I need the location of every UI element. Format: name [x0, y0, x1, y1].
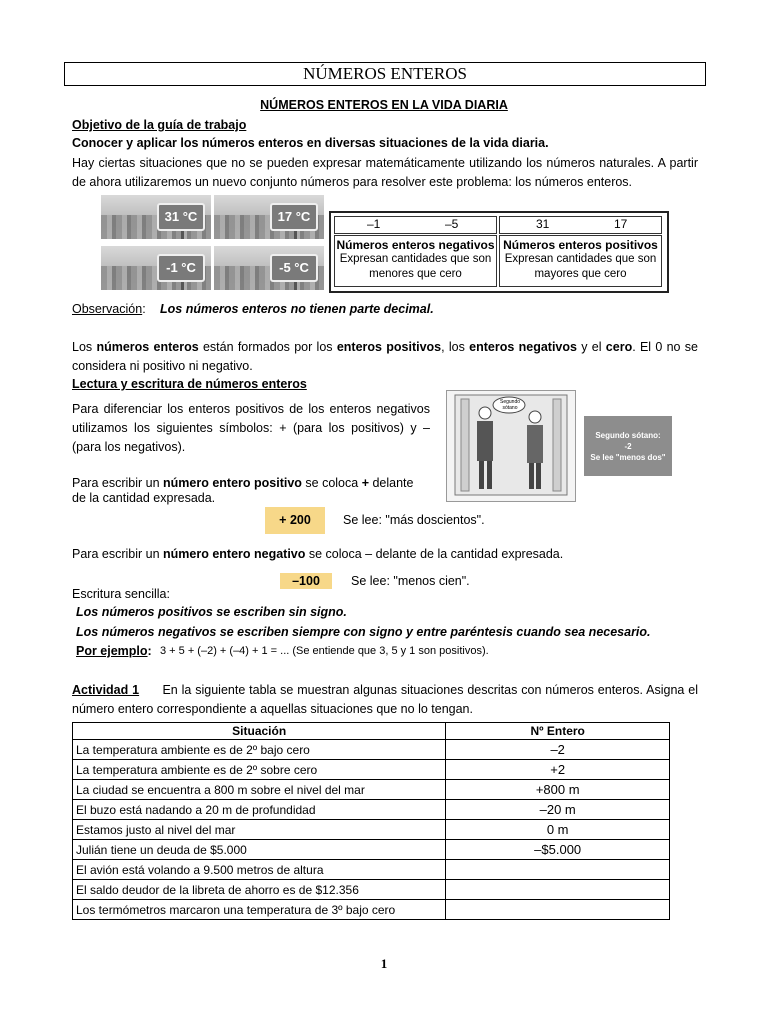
neg-value: –1 [367, 217, 381, 231]
elevator-cartoon-image [446, 390, 576, 502]
pos-title: Números enteros positivos [503, 238, 658, 252]
integer-cell[interactable] [446, 900, 670, 920]
temperature-sign: 17 °C [270, 203, 318, 231]
intro-paragraph: Hay ciertas situaciones que no se pueden expresar matemáticamente utilizando los números naturales. A partir de ahora utilizaremos un nuevo conjunto números para resolver este problema: los números enteros. [72, 156, 698, 189]
situation-cell: La temperatura ambiente es de 2º bajo cero [73, 740, 446, 760]
activity-paragraph [72, 681, 698, 719]
integer-cell[interactable]: –2 [446, 740, 670, 760]
text-run: y el [576, 340, 606, 354]
thermo-image-4 [214, 246, 324, 290]
bold-run: enteros negativos [469, 340, 577, 354]
temperature-sign: -1 °C [157, 254, 205, 282]
situation-cell: La ciudad se encuentra a 800 m sobre el nivel del mar [73, 780, 446, 800]
integer-cell[interactable] [446, 880, 670, 900]
negative-values-row [334, 216, 497, 234]
text-run: Los [72, 340, 97, 354]
table-row [73, 800, 670, 820]
table-row [73, 760, 670, 780]
text-run: se coloca [301, 476, 362, 490]
simple-writing-label: Escritura sencilla: [72, 587, 170, 601]
integer-cell[interactable]: –$5.000 [446, 840, 670, 860]
thermo-image-2 [214, 195, 324, 239]
bold-run: número entero positivo [163, 476, 302, 490]
pos-value: 17 [614, 217, 628, 231]
table-row [73, 740, 670, 760]
positive-example-reading: Se lee: "más doscientos". [343, 513, 485, 527]
rule-negative: Los números negativos se escriben siempre con signo y entre paréntesis cuando sea necesario. [76, 625, 651, 639]
text-run: Para escribir un [72, 547, 164, 561]
situation-cell: El buzo está nadando a 20 m de profundidad [73, 800, 446, 820]
thermo-image-1 [101, 195, 211, 239]
text-run: . El 0 no se considera ni positivo ni negativo. [72, 340, 698, 373]
table-row [73, 780, 670, 800]
positive-writing [72, 476, 422, 506]
text-run: Para escribir un [72, 476, 164, 490]
bold-run: enteros positivos [336, 340, 442, 354]
pos-desc: Expresan cantidades que son mayores que cero [504, 253, 657, 280]
bold-run: + [361, 476, 369, 490]
activity-text: En la siguiente tabla se muestran algunas situaciones descritas con números enteros. Asigna el número entero correspondiente a aquellas situaciones que no lo tengan. [72, 683, 699, 716]
text-run: están formados por los [198, 340, 337, 354]
table-row [73, 880, 670, 900]
symbols-paragraph: Para diferenciar los enteros positivos de los enteros negativos utilizamos los siguientes símbolos: + (para los positivos) y – (para los negativos). [72, 402, 430, 454]
situation-cell: Julián tiene un deuda de $5.000 [73, 840, 446, 860]
pos-value: 31 [536, 217, 550, 231]
situation-cell: Estamos justo al nivel del mar [73, 820, 446, 840]
column-header: Nº Entero [446, 723, 670, 740]
integer-cell[interactable]: 0 m [446, 820, 670, 840]
table-row [73, 840, 670, 860]
objective-text: Conocer y aplicar los números enteros en diversas situaciones de la vida diaria. [72, 136, 549, 150]
page-number: 1 [380, 956, 388, 971]
info-line: -2 [624, 442, 632, 451]
situations-table [72, 722, 670, 920]
bold-run: número entero negativo [163, 547, 306, 561]
neg-value: –5 [445, 217, 459, 231]
info-line: Se lee "menos dos" [590, 453, 666, 462]
integer-cell[interactable]: +800 m [446, 780, 670, 800]
integer-cell[interactable]: +2 [446, 760, 670, 780]
negative-example-reading: Se lee: "menos cien". [351, 574, 470, 588]
observation-label: Observación [72, 302, 143, 316]
neg-title: Números enteros negativos [336, 238, 495, 252]
temperature-sign: -5 °C [270, 254, 318, 282]
observation-line [72, 302, 146, 316]
integer-comparison-table [329, 211, 669, 293]
example-label: Por ejemplo [76, 644, 148, 658]
page-title: NÚMEROS ENTEROS [64, 62, 706, 86]
negative-description-cell [334, 235, 497, 287]
section-subtitle: NÚMEROS ENTEROS EN LA VIDA DIARIA [260, 98, 508, 112]
reading-heading: Lectura y escritura de números enteros [72, 377, 307, 391]
situation-cell: El avión está volando a 9.500 metros de altura [73, 860, 446, 880]
bold-run: cero [605, 340, 633, 354]
negative-writing [72, 545, 698, 564]
observation-text: Los números enteros no tienen parte decimal. [160, 302, 434, 316]
table-header-row [73, 723, 670, 740]
integer-cell[interactable]: –20 m [446, 800, 670, 820]
neg-desc: Expresan cantidades que son menores que cero [339, 253, 492, 280]
table-row [73, 820, 670, 840]
positive-example-badge: + 200 [265, 507, 325, 534]
objective-heading: Objetivo de la guía de trabajo [72, 118, 247, 132]
info-line: Segundo sótano: [595, 431, 661, 440]
table-row [73, 900, 670, 920]
positive-description-cell [499, 235, 662, 287]
bold-run: números enteros [96, 340, 199, 354]
table-row [73, 860, 670, 880]
temperature-sign: 31 °C [157, 203, 205, 231]
negative-example-badge: –100 [280, 573, 332, 589]
example-line: Por ejemplo: [76, 644, 152, 658]
thermo-image-3 [101, 246, 211, 290]
situation-cell: Los termómetros marcaron una temperatura de 3º bajo cero [73, 900, 446, 920]
text-run: , los [441, 340, 470, 354]
composition-paragraph [72, 338, 698, 376]
column-header: Situación [73, 723, 446, 740]
integer-cell[interactable] [446, 860, 670, 880]
example-text: 3 + 5 + (–2) + (–4) + 1 = ... (Se entiende que 3, 5 y 1 son positivos). [160, 645, 489, 657]
text-run: se coloca – delante de la cantidad expresada. [305, 547, 564, 561]
speech-bubble: Segundo sótano [499, 399, 521, 411]
observation-colon: : [142, 302, 146, 316]
activity-label: Actividad 1 [72, 683, 140, 697]
text-run: delante de la cantidad expresada. [72, 476, 414, 505]
rule-positive: Los números positivos se escriben sin signo. [76, 605, 347, 619]
situation-cell: El saldo deudor de la libreta de ahorro es de $12.356 [73, 880, 446, 900]
positive-values-row [499, 216, 662, 234]
basement-info-box [584, 416, 672, 476]
situation-cell: La temperatura ambiente es de 2º sobre cero [73, 760, 446, 780]
